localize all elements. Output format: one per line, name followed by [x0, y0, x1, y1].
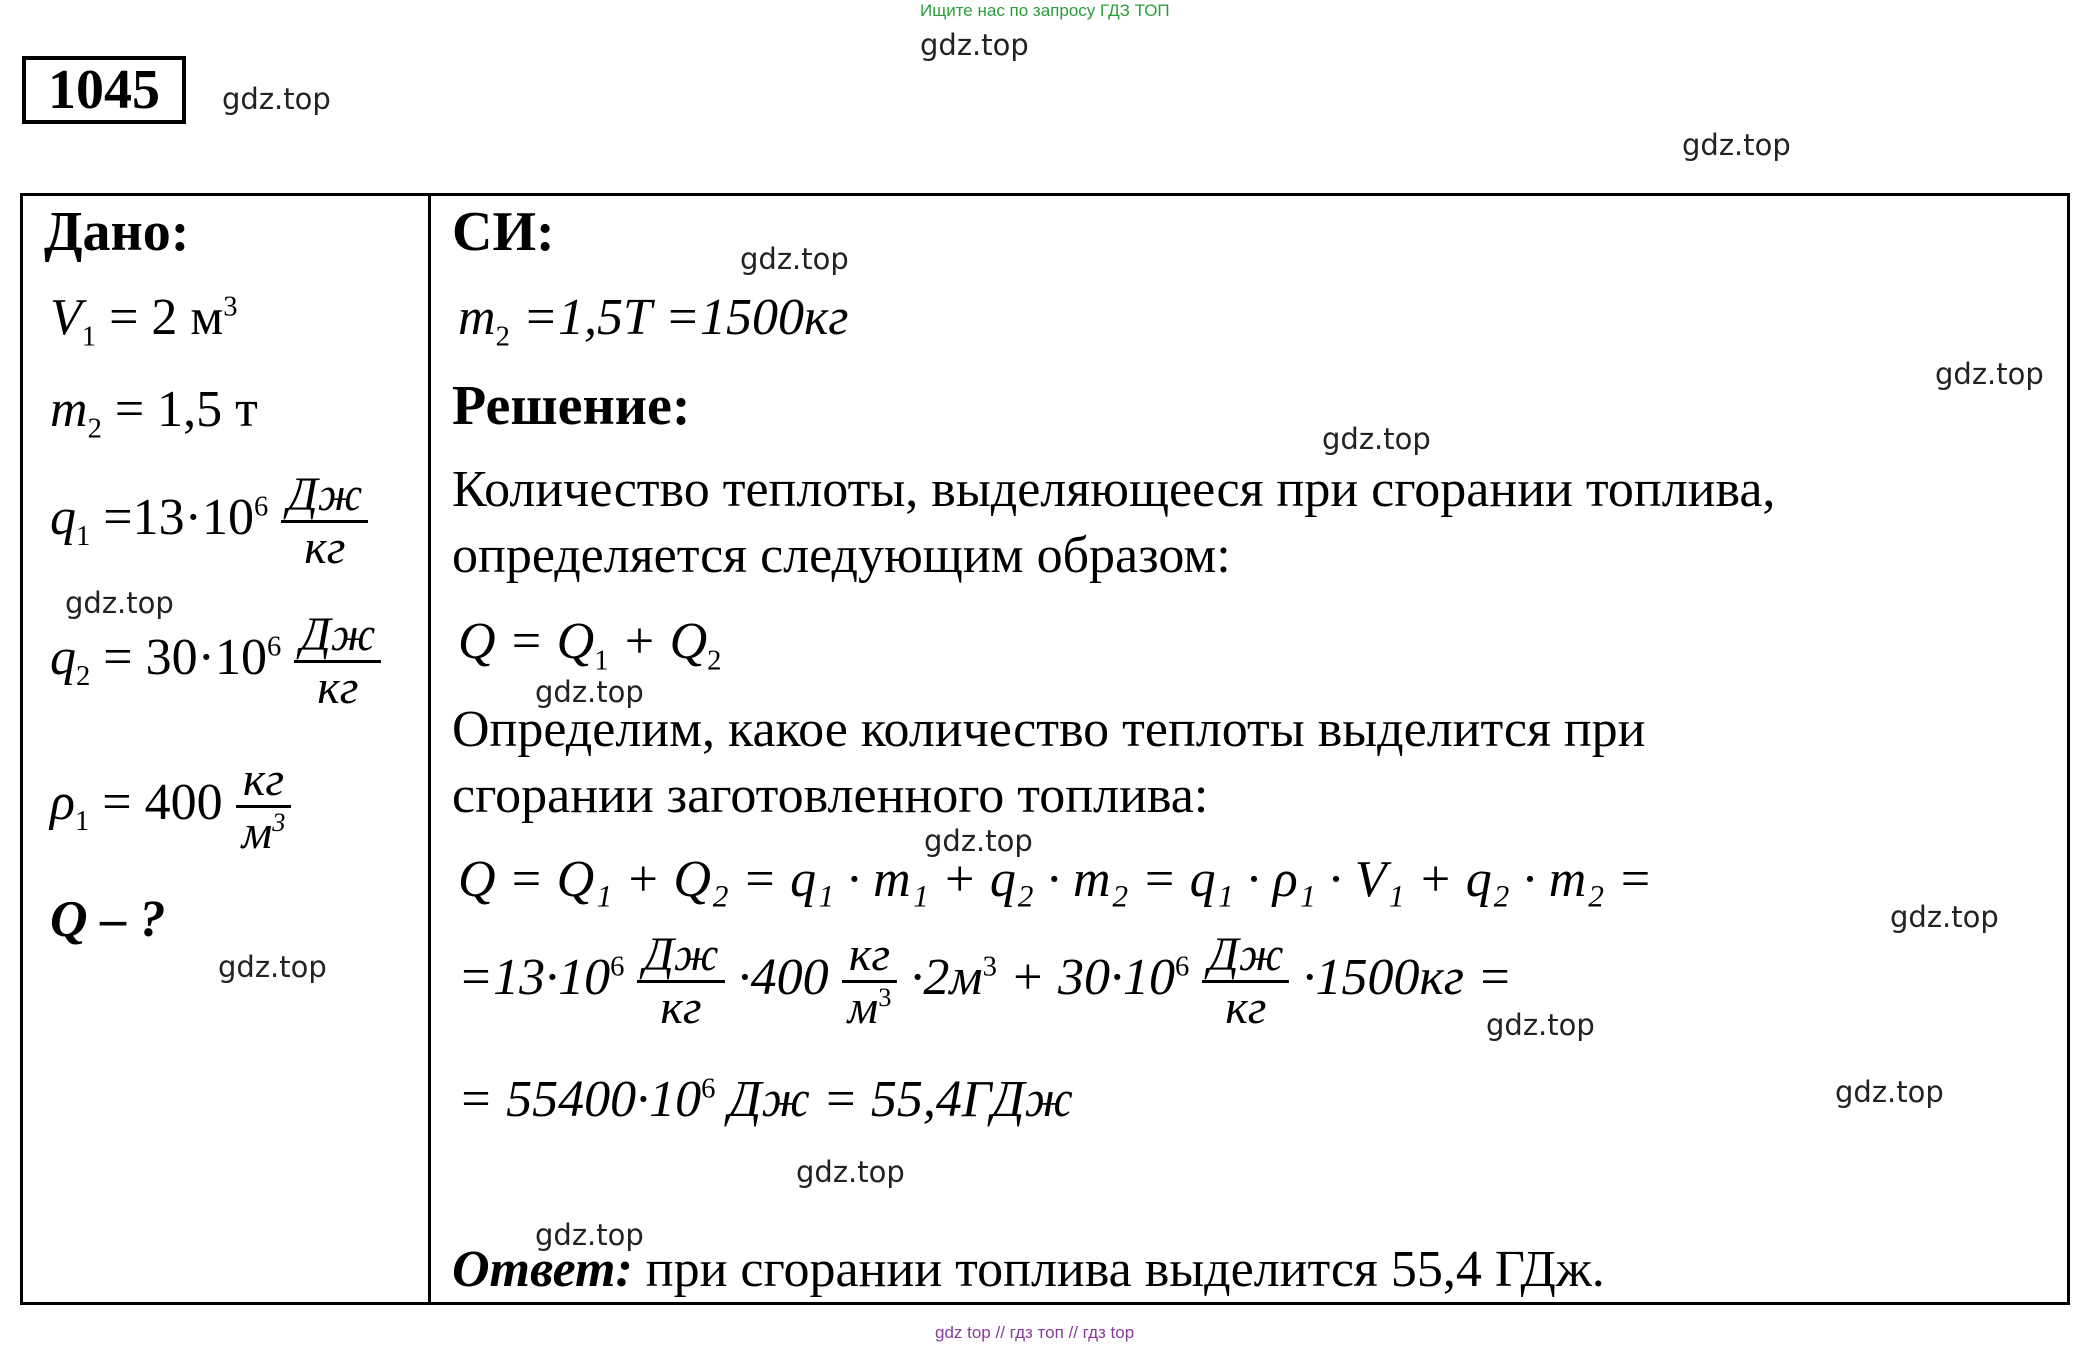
- column-divider: [428, 193, 431, 1305]
- q1-fraction: [281, 470, 368, 574]
- q1-eq: =13·10: [103, 488, 254, 546]
- solution-text-2b: сгорании заготовленного топлива:: [452, 767, 1209, 824]
- f3-fraction-3: [1202, 930, 1289, 1034]
- given-title: Дано:: [44, 201, 190, 263]
- f3-f2-den-sup: 3: [878, 982, 892, 1013]
- rho1-fraction: [236, 755, 292, 859]
- v1-symbol: V: [50, 289, 82, 346]
- f3-f1-den: кг: [660, 981, 702, 1035]
- v1-eq: = 2 м: [109, 289, 224, 346]
- given-q1: [50, 470, 368, 574]
- f3-f2-den-text: м: [847, 981, 879, 1035]
- f3-f3-num: Дж: [1202, 930, 1289, 983]
- rho1-den-sup: 3: [272, 807, 286, 838]
- q1-sup: 6: [253, 491, 269, 523]
- rho1-sub: 1: [74, 806, 90, 838]
- given-m2: [50, 380, 258, 445]
- watermark: gdz.top: [222, 82, 331, 116]
- formula-2: Q = Q₁ + Q₂ = q₁ · m₁ + q₂ · m₂ = q₁ · ρ₁ · V₁ + q₂ · m₂ =: [458, 851, 1653, 908]
- f3-fraction-1: [637, 930, 724, 1034]
- watermark: gdz.top: [924, 824, 1033, 858]
- f4-b: Дж = 55,4ГДж: [715, 1071, 1073, 1128]
- m2-symbol: m: [50, 381, 88, 438]
- q1-symbol: q: [50, 488, 76, 546]
- watermark: gdz.top: [796, 1155, 905, 1189]
- watermark: gdz.top: [535, 1218, 644, 1252]
- given-q2: [50, 610, 381, 714]
- solution-title: Решение:: [452, 375, 691, 437]
- answer-text: при сгорании топлива выделится 55,4 ГДж.: [632, 1241, 1605, 1298]
- q2-symbol: q: [50, 628, 76, 686]
- f3-p3-sup: 3: [982, 951, 997, 983]
- solution-text-2a: Определим, какое количество теплоты выделится при: [452, 701, 1646, 758]
- given-rho1: [50, 755, 291, 859]
- search-note: Ищите нас по запросу ГДЗ ТОП: [920, 1, 1170, 20]
- si-line: [458, 288, 849, 353]
- f3-f3-den: кг: [1225, 981, 1267, 1035]
- watermark: gdz.top: [218, 950, 327, 984]
- si-symbol: m: [458, 289, 496, 346]
- watermark: gdz.top: [65, 586, 174, 620]
- answer-label: Ответ:: [452, 1241, 633, 1298]
- formula-4: [458, 1070, 1073, 1129]
- m2-eq: = 1,5 т: [114, 381, 258, 438]
- formula-1-a: Q = Q: [458, 613, 595, 670]
- f3-p4: + 30·10: [1009, 948, 1175, 1006]
- q1-denominator: кг: [304, 521, 346, 575]
- formula-1: [458, 612, 721, 677]
- m2-sub: 2: [87, 413, 102, 445]
- watermark: gdz.top: [1322, 422, 1431, 456]
- q2-numerator: Дж: [294, 610, 381, 663]
- watermark: gdz.top: [1890, 900, 1999, 934]
- watermark: gdz.top: [1835, 1075, 1944, 1109]
- f3-fraction-2: [842, 930, 898, 1034]
- si-rest: =1,5Т =1500кг: [522, 289, 849, 346]
- watermark: gdz.top: [1682, 128, 1791, 162]
- watermark: gdz.top: [920, 28, 1029, 62]
- rho1-eq: = 400: [102, 773, 223, 831]
- watermark: gdz.top: [740, 242, 849, 276]
- given-find: Q – ?: [50, 891, 166, 948]
- q2-fraction: [294, 610, 381, 714]
- footer-links: gdz top // гдз топ // гдз top: [935, 1323, 1135, 1342]
- solution-text-1a: Количество теплоты, выделяющееся при сгорании топлива,: [452, 461, 1776, 518]
- rho1-den-text: м: [241, 806, 273, 860]
- v1-sub: 1: [81, 321, 97, 353]
- solution-text-1b: определяется следующим образом:: [452, 527, 1231, 584]
- f3-p5: ·1500кг =: [1302, 948, 1513, 1006]
- q2-eq: = 30·10: [103, 628, 267, 686]
- rho1-symbol: ρ: [50, 773, 75, 831]
- formula-1-s1: 1: [594, 645, 609, 677]
- f4-a: = 55400·10: [458, 1071, 702, 1128]
- rho1-numerator: кг: [236, 755, 292, 808]
- f3-f2-den: [842, 983, 898, 1033]
- f3-p1: =13·10: [458, 948, 611, 1006]
- f3-f1-num: Дж: [637, 930, 724, 983]
- q1-sub: 1: [76, 521, 91, 553]
- f3-p2: ·400: [737, 948, 829, 1006]
- formula-1-b: + Q: [608, 613, 708, 670]
- given-v1: [50, 288, 238, 353]
- f4-sup: 6: [701, 1073, 716, 1105]
- f3-p1-sup: 6: [610, 951, 625, 983]
- rho1-denominator: [236, 808, 292, 858]
- v1-sup: 3: [223, 291, 238, 323]
- watermark: gdz.top: [1935, 357, 2044, 391]
- answer: [452, 1240, 1605, 1299]
- q2-denominator: кг: [317, 661, 359, 715]
- f3-f2-num: кг: [842, 930, 898, 983]
- watermark: gdz.top: [1486, 1008, 1595, 1042]
- q2-sub: 2: [76, 661, 91, 693]
- si-sub: 2: [495, 321, 510, 353]
- f3-p3: ·2м: [910, 948, 983, 1006]
- si-title: СИ:: [452, 201, 555, 263]
- f3-p4-sup: 6: [1175, 951, 1190, 983]
- formula-3: [458, 930, 1512, 1034]
- q2-sup: 6: [266, 631, 282, 663]
- q1-numerator: Дж: [281, 470, 368, 523]
- formula-1-s2: 2: [707, 645, 722, 677]
- problem-number: 1045: [22, 56, 186, 124]
- watermark: gdz.top: [535, 675, 644, 709]
